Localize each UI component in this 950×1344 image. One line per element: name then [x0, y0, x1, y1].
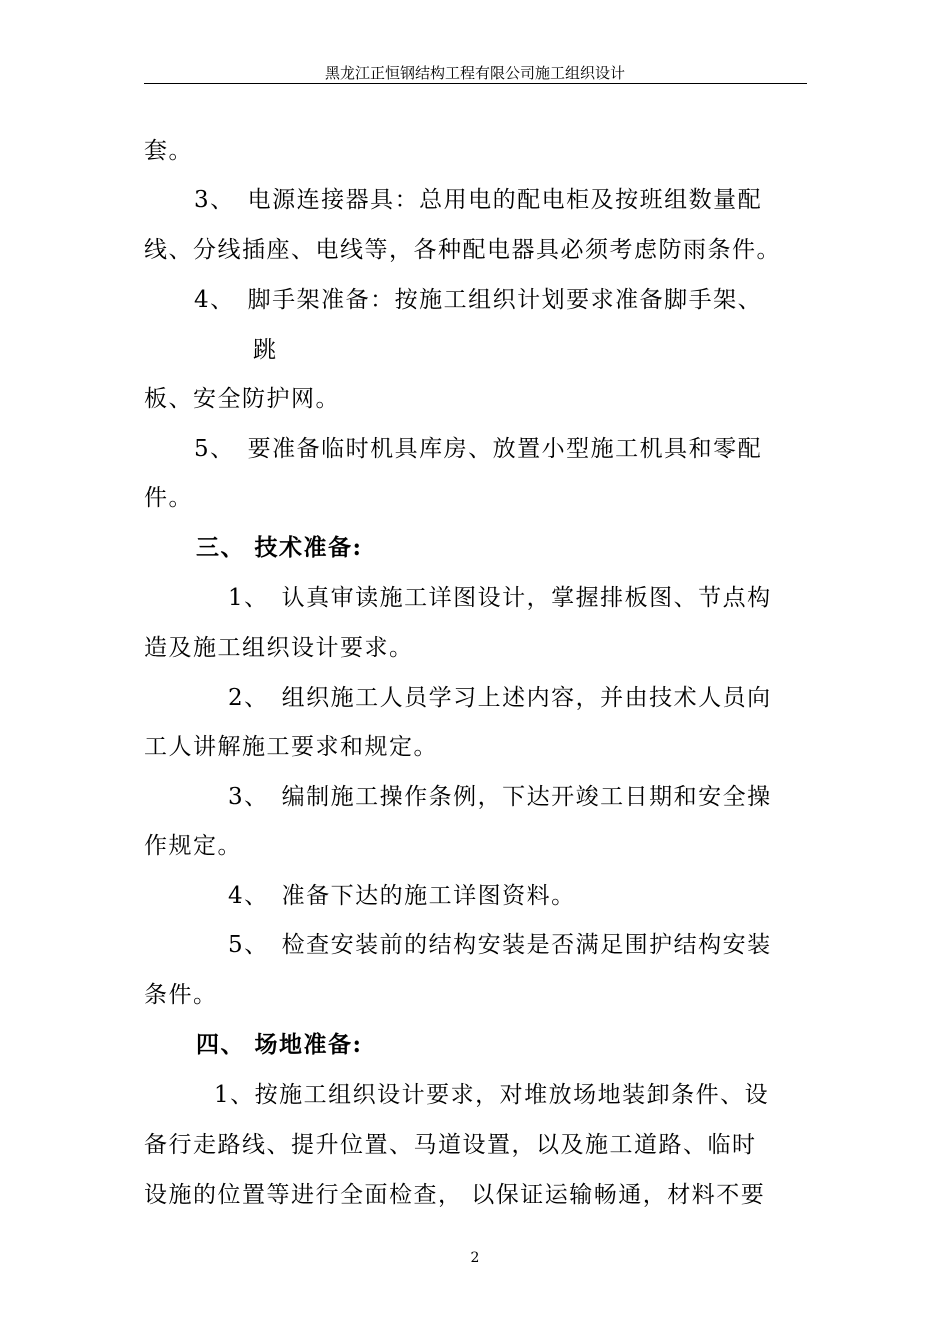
- text-line-7: 5、 要准备临时机具库房、放置小型施工机具和零配: [194, 436, 763, 462]
- text-line-6: 板、安全防护网。: [144, 386, 340, 412]
- text-line-12: 2、 组织施工人员学习上述内容，并由技术人员向: [228, 685, 772, 711]
- text-line-14: 3、 编制施工操作条例，下达开竣工日期和安全操: [228, 784, 772, 810]
- text-line-18: 条件。: [144, 982, 218, 1008]
- text-line-10: 1、 认真审读施工详图设计，掌握排板图、节点构: [228, 585, 772, 611]
- text-line-16: 4、 准备下达的施工详图资料。: [228, 883, 576, 909]
- text-line-15: 作规定。: [144, 833, 242, 859]
- text-line-4: 4、 脚手架准备：按施工组织计划要求准备脚手架、: [194, 287, 763, 313]
- text-line-13: 工人讲解施工要求和规定。: [144, 734, 438, 760]
- text-line-11: 造及施工组织设计要求。: [144, 635, 414, 661]
- text-line-21: 备行走路线、提升位置、马道设置，以及施工道路、临时: [144, 1132, 757, 1158]
- text-line-5: 跳: [253, 337, 278, 363]
- text-line-2: 3、 电源连接器具：总用电的配电柜及按班组数量配: [194, 187, 763, 213]
- page-number: 2: [470, 1250, 480, 1266]
- text-line-20: 1、按施工组织设计要求，对堆放场地装卸条件、设: [214, 1082, 770, 1108]
- text-line-3: 线、分线插座、电线等，各种配电器具必须考虑防雨条件。: [144, 237, 781, 263]
- text-line-17: 5、 检查安装前的结构安装是否满足围护结构安装: [228, 932, 772, 958]
- text-line-1: 套。: [144, 138, 193, 164]
- section-heading-site: 四、 场地准备:: [196, 1031, 363, 1058]
- header-divider: [144, 83, 807, 84]
- text-line-8: 件。: [144, 485, 193, 511]
- section-heading-technical: 三、 技术准备:: [196, 534, 363, 561]
- text-line-22: 设施的位置等进行全面检查， 以保证运输畅通，材料不要: [144, 1182, 766, 1208]
- page-header-title: 黑龙江正恒钢结构工程有限公司施工组织设计: [324, 64, 625, 82]
